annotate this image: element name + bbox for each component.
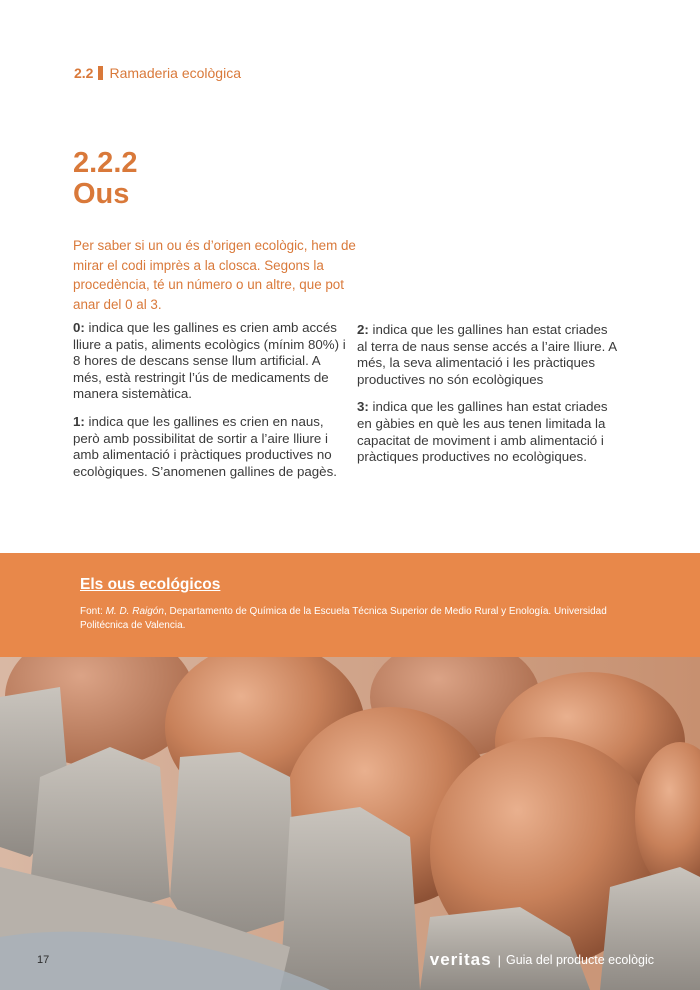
code-label: 2: xyxy=(357,322,369,337)
eggs-photo xyxy=(0,657,700,990)
section-bar xyxy=(98,66,103,80)
code-item xyxy=(73,320,348,403)
code-label: 0: xyxy=(73,320,85,335)
source-prefix: Font: xyxy=(80,606,106,617)
code-item xyxy=(357,322,619,388)
veritas-logo: veritas xyxy=(429,950,492,969)
source-author: M. D. Raigón xyxy=(105,606,164,617)
right-column xyxy=(357,322,619,477)
code-text: indica que les gallines es crien amb accés lliure a patis, aliments ecològics (mínim 80%) i 8 hores de descans sense llum artificial. A més, està restringit l’ús de medicaments de manera sistemàtica. xyxy=(73,320,346,402)
code-label: 3: xyxy=(357,399,369,415)
code-label: 1: xyxy=(73,413,85,429)
code-text: indica que les gallines es crien en naus, però amb possibilitat de sortir a l’aire lliure i amb alimentació i pràctiques productives no ecològiques. S’anomenen gallines de pagès. xyxy=(73,413,337,479)
title-number: 2.2.2 xyxy=(73,147,138,179)
code-text: indica que les gallines han estat criades al terra de naus sense accés a l’aire lliure. A més, la seva alimentació i les pràctiques productives no són ecològiques xyxy=(357,322,617,387)
source-rest: , Departamento de Química de la Escuela Técnica Superior de Medio Rural y Enología. Universidad Politécnica de Valencia. xyxy=(80,606,607,631)
section-header xyxy=(74,65,241,81)
code-text: indica que les gallines han estat criades en gàbies en què les aus tenen limitada la capacitat de moviment i amb alimentació i pràctiques productives no ecològiques. xyxy=(357,399,608,465)
footer-brand xyxy=(430,950,654,970)
footer-separator: | xyxy=(497,952,501,968)
banner-title: Els ous ecológicos xyxy=(80,576,221,593)
code-item xyxy=(357,399,619,465)
left-column xyxy=(73,320,348,491)
page-title xyxy=(73,148,138,210)
intro-paragraph: Per saber si un ou és d’origen ecològic, hem de mirar el codi imprès a la closca. Segons la procedència, té un número o un altre, que pot anar del 0 al 3. xyxy=(73,238,356,312)
code-item xyxy=(73,414,348,480)
title-text: Ous xyxy=(73,178,130,210)
banner-source xyxy=(80,605,620,633)
page-number: 17 xyxy=(37,954,50,966)
section-number: 2.2 xyxy=(74,65,94,81)
section-title: Ramaderia ecològica xyxy=(109,65,241,81)
guide-title: Guia del producte ecològic xyxy=(505,953,654,967)
